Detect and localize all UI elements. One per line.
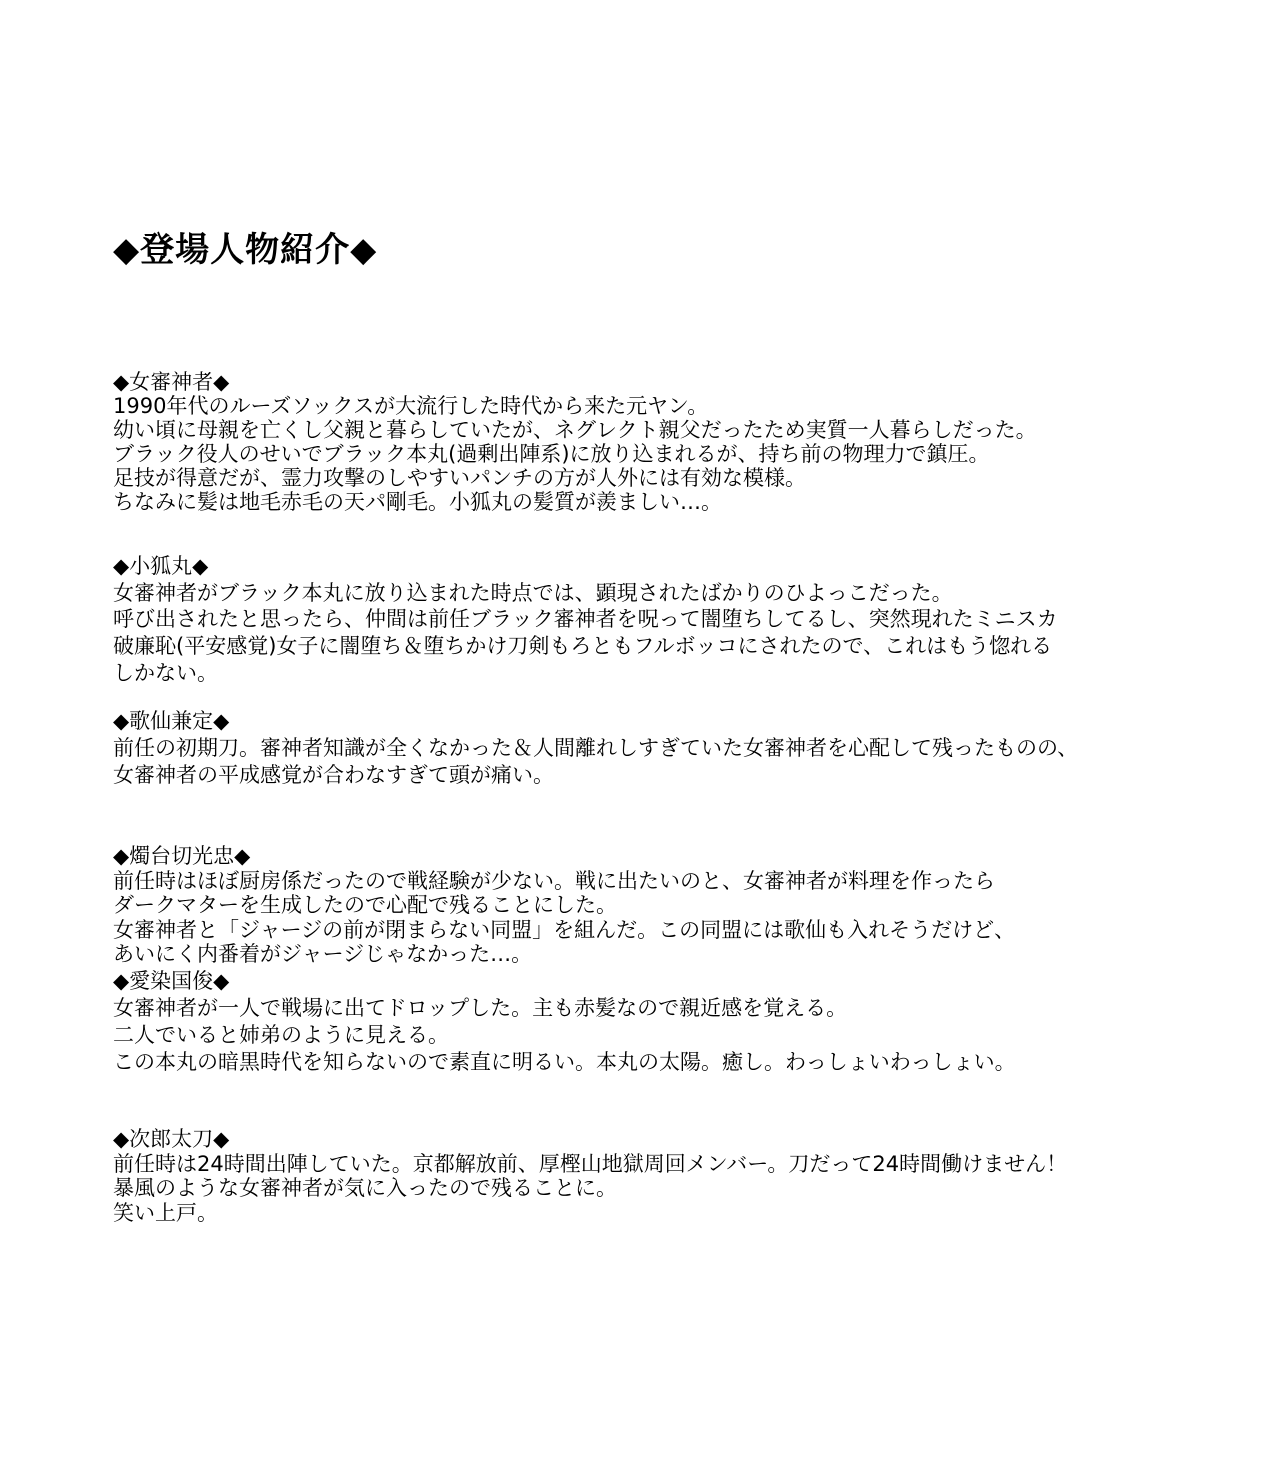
- description-line: 女審神者の平成感覚が合わなすぎて頭が痛い。: [113, 763, 554, 787]
- description-line: 二人でいると姉弟のように見える。: [113, 1023, 449, 1047]
- description-line: ダークマターを生成したので心配で残ることにした。: [113, 893, 617, 917]
- description-line: 破廉恥(平安感覚)女子に闇堕ち＆堕ちかけ刀剣もろともフルボッコにされたので、これはもう惚れる: [113, 634, 1053, 659]
- description-line: 1990年代のルーズソックスが大流行した時代から来た元ヤン。: [113, 394, 709, 418]
- description-line: 幼い頃に母親を亡くし父親と暮らしていたが、ネグレクト親父だったため実質一人暮らしだった。: [113, 418, 1037, 442]
- description-line: 女審神者がブラック本丸に放り込まれた時点では、顕現されたばかりのひよっこだった。: [113, 580, 953, 605]
- character-section-kasen-kanesada: [113, 708, 1078, 789]
- character-section-jiroutachi: [113, 1127, 1067, 1225]
- description-line: 前任の初期刀。審神者知識が全くなかった＆人間離れしすぎていた女審神者を心配して残ったものの、: [113, 736, 1079, 760]
- character-section-kogitsunemaru: [113, 553, 1058, 687]
- description-line: 呼び出されたと思ったら、仲間は前任ブラック審神者を呪って闇堕ちしてるし、突然現れたミニスカ: [113, 607, 1058, 632]
- description-line: 女審神者が一人で戦場に出てドロップした。主も赤髪なので親近感を覚える。: [113, 996, 848, 1020]
- character-heading: ◆歌仙兼定◆: [113, 709, 230, 733]
- description-line: 女審神者と「ジャージの前が閉まらない同盟」を組んだ。この同盟には歌仙も入れそうだけど、: [113, 917, 1016, 942]
- character-heading: ◆愛染国俊◆: [113, 969, 230, 993]
- description-line: あいにく内番着がジャージじゃなかった…。: [113, 942, 533, 966]
- description-line: ブラック役人のせいでブラック本丸(過剰出陣系)に放り込まれるが、持ち前の物理力で鎮圧。: [113, 442, 990, 466]
- character-section-shokudaikiri-mitsutada: [113, 844, 1015, 967]
- character-section-aizen-kunitoshi: [113, 968, 1016, 1076]
- description-line: 暴風のような女審神者が気に入ったので残ることに。: [113, 1176, 617, 1200]
- description-line: 前任時はほぼ厨房係だったので戦経験が少ない。戦に出たいのと、女審神者が料理を作ったら: [113, 868, 995, 893]
- description-line: しかない。: [113, 660, 218, 685]
- description-line: 前任時は24時間出陣していた。京都解放前、厚樫山地獄周回メンバー。刀だって24時間働けません！: [113, 1151, 1068, 1176]
- description-line: この本丸の暗黒時代を知らないので素直に明るい。本丸の太陽。癒し。わっしょいわっしょい。: [113, 1050, 1016, 1074]
- character-heading: ◆燭台切光忠◆: [113, 844, 251, 868]
- character-section-female-saniwa: [113, 370, 1037, 514]
- page-title: ◆登場人物紹介◆: [113, 230, 378, 270]
- character-heading: ◆女審神者◆: [113, 370, 230, 394]
- character-heading: ◆小狐丸◆: [113, 554, 209, 578]
- character-heading: ◆次郎太刀◆: [113, 1127, 230, 1151]
- description-line: ちなみに髪は地毛赤毛の天パ剛毛。小狐丸の髪質が羨ましい…。: [113, 490, 722, 514]
- description-line: 足技が得意だが、霊力攻撃のしやすいパンチの方が人外には有効な模様。: [113, 466, 806, 490]
- description-line: 笑い上戸。: [113, 1200, 218, 1225]
